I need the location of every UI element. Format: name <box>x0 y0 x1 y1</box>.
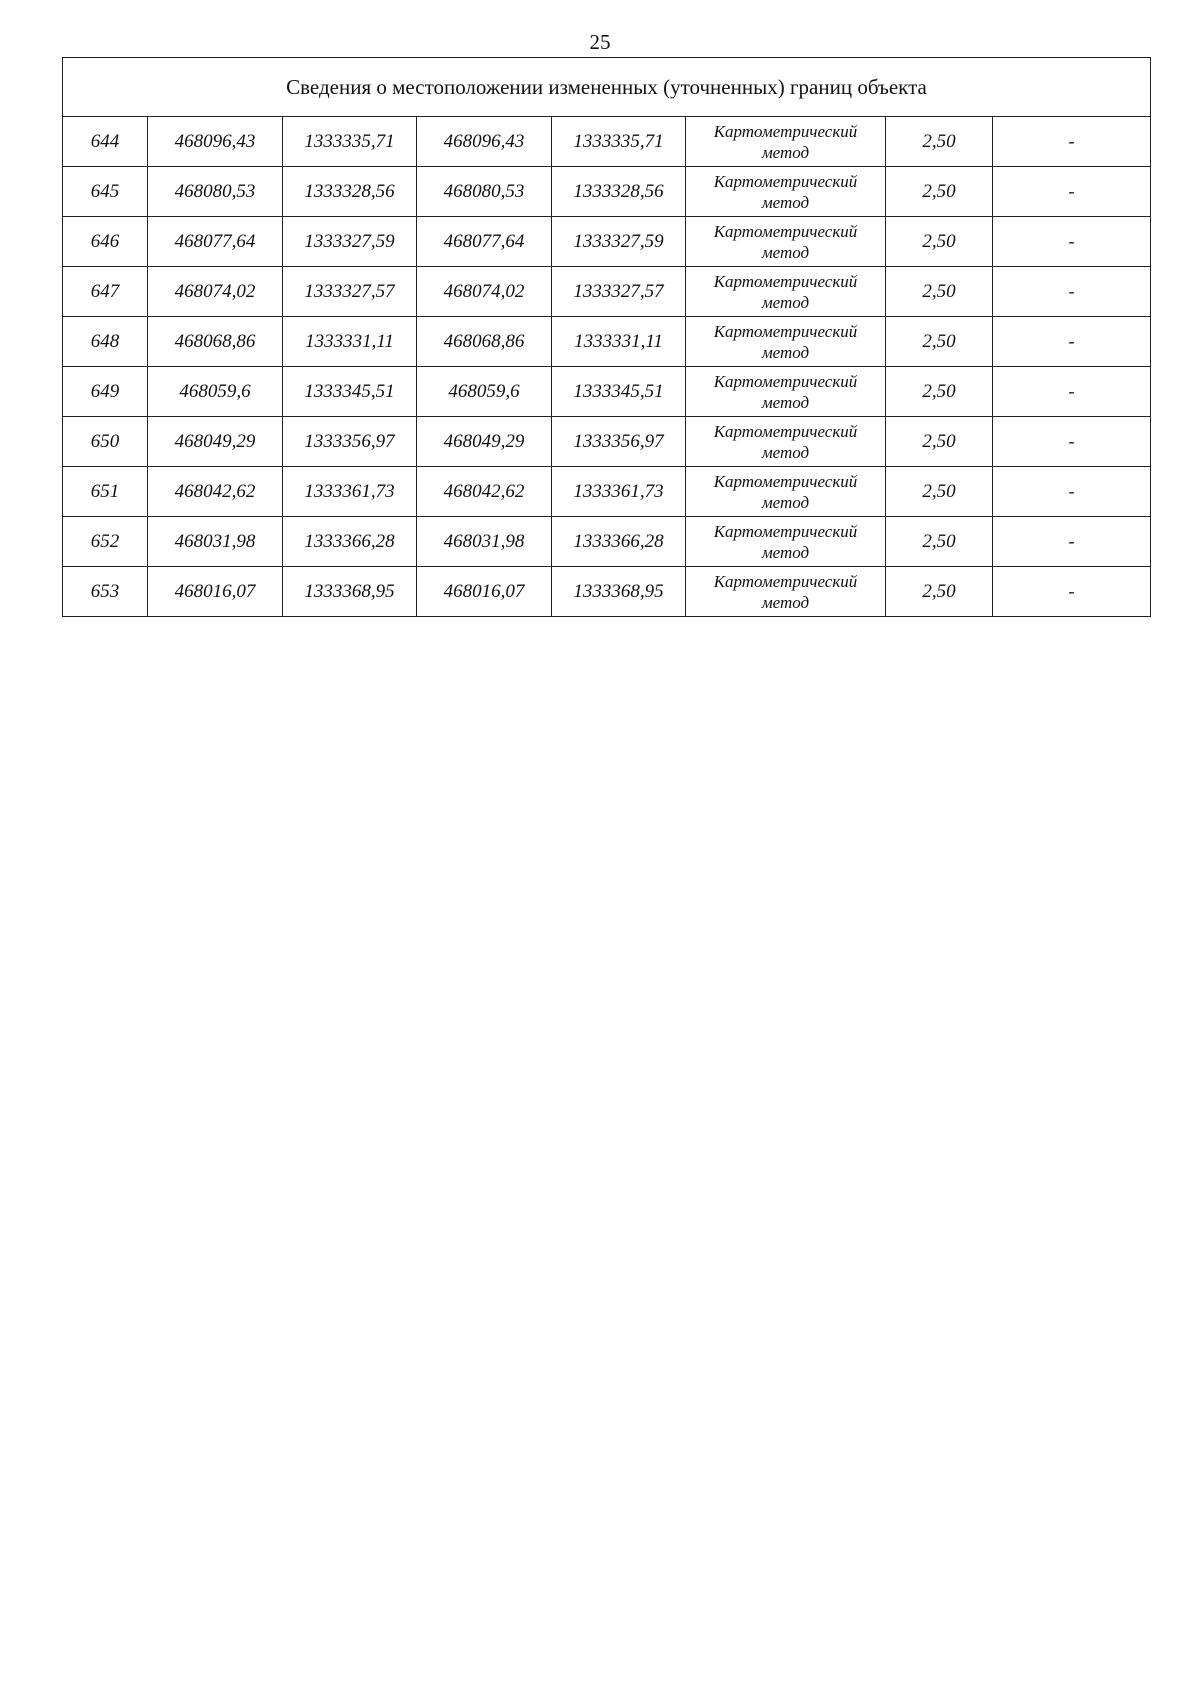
note-cell: - <box>993 367 1151 417</box>
method-line-2: метод <box>761 192 810 212</box>
existing-y-cell: 1333345,51 <box>283 367 417 417</box>
note-cell: - <box>993 317 1151 367</box>
method-line-1: Картометрический <box>713 421 858 441</box>
existing-y-cell: 1333335,71 <box>283 117 417 167</box>
refined-x-cell: 468077,64 <box>417 217 552 267</box>
accuracy-cell: 2,50 <box>886 567 993 617</box>
accuracy-cell: 2,50 <box>886 167 993 217</box>
method-cell <box>686 417 886 467</box>
method-cell <box>686 317 886 367</box>
method-cell <box>686 517 886 567</box>
existing-x-cell: 468074,02 <box>148 267 283 317</box>
accuracy-cell: 2,50 <box>886 267 993 317</box>
method-line-1: Картометрический <box>713 121 858 141</box>
boundary-coordinates-table <box>62 57 1151 617</box>
method-cell <box>686 367 886 417</box>
refined-x-cell: 468031,98 <box>417 517 552 567</box>
refined-x-cell: 468080,53 <box>417 167 552 217</box>
existing-y-cell: 1333361,73 <box>283 467 417 517</box>
refined-y-cell: 1333345,51 <box>552 367 686 417</box>
refined-y-cell: 1333335,71 <box>552 117 686 167</box>
note-cell: - <box>993 417 1151 467</box>
method-line-2: метод <box>761 142 810 162</box>
note-cell: - <box>993 117 1151 167</box>
method-line-1: Картометрический <box>713 271 858 291</box>
existing-x-cell: 468080,53 <box>148 167 283 217</box>
method-cell <box>686 467 886 517</box>
refined-y-cell: 1333331,11 <box>552 317 686 367</box>
point-number-cell: 646 <box>63 217 148 267</box>
note-cell: - <box>993 517 1151 567</box>
refined-y-cell: 1333327,57 <box>552 267 686 317</box>
point-number-cell: 653 <box>63 567 148 617</box>
table-row <box>63 117 1151 167</box>
note-cell: - <box>993 217 1151 267</box>
table-row <box>63 217 1151 267</box>
method-line-2: метод <box>761 242 810 262</box>
table-row <box>63 517 1151 567</box>
method-line-1: Картометрический <box>713 521 858 541</box>
refined-x-cell: 468068,86 <box>417 317 552 367</box>
table-row <box>63 417 1151 467</box>
point-number-cell: 649 <box>63 367 148 417</box>
refined-x-cell: 468074,02 <box>417 267 552 317</box>
method-line-2: метод <box>761 392 810 412</box>
existing-y-cell: 1333368,95 <box>283 567 417 617</box>
note-cell: - <box>993 167 1151 217</box>
accuracy-cell: 2,50 <box>886 217 993 267</box>
existing-y-cell: 1333366,28 <box>283 517 417 567</box>
point-number-cell: 645 <box>63 167 148 217</box>
method-cell <box>686 167 886 217</box>
refined-y-cell: 1333366,28 <box>552 517 686 567</box>
method-line-1: Картометрический <box>713 471 858 491</box>
existing-x-cell: 468096,43 <box>148 117 283 167</box>
existing-x-cell: 468068,86 <box>148 317 283 367</box>
refined-y-cell: 1333328,56 <box>552 167 686 217</box>
accuracy-cell: 2,50 <box>886 467 993 517</box>
method-line-2: метод <box>761 592 810 612</box>
refined-x-cell: 468042,62 <box>417 467 552 517</box>
existing-y-cell: 1333327,57 <box>283 267 417 317</box>
table-row <box>63 267 1151 317</box>
method-line-1: Картометрический <box>713 221 858 241</box>
table-row <box>63 317 1151 367</box>
method-line-2: метод <box>761 542 810 562</box>
method-line-2: метод <box>761 342 810 362</box>
existing-x-cell: 468049,29 <box>148 417 283 467</box>
table-row <box>63 367 1151 417</box>
method-line-1: Картометрический <box>713 321 858 341</box>
method-line-2: метод <box>761 292 810 312</box>
refined-x-cell: 468049,29 <box>417 417 552 467</box>
existing-y-cell: 1333331,11 <box>283 317 417 367</box>
existing-y-cell: 1333328,56 <box>283 167 417 217</box>
accuracy-cell: 2,50 <box>886 517 993 567</box>
point-number-cell: 650 <box>63 417 148 467</box>
method-cell <box>686 567 886 617</box>
point-number-cell: 644 <box>63 117 148 167</box>
refined-x-cell: 468096,43 <box>417 117 552 167</box>
note-cell: - <box>993 267 1151 317</box>
method-cell <box>686 117 886 167</box>
existing-x-cell: 468042,62 <box>148 467 283 517</box>
point-number-cell: 651 <box>63 467 148 517</box>
table-row <box>63 167 1151 217</box>
method-line-1: Картометрический <box>713 571 858 591</box>
refined-y-cell: 1333361,73 <box>552 467 686 517</box>
table-header-row <box>63 58 1151 117</box>
method-line-1: Картометрический <box>713 371 858 391</box>
existing-y-cell: 1333356,97 <box>283 417 417 467</box>
note-cell: - <box>993 567 1151 617</box>
method-cell <box>686 217 886 267</box>
existing-y-cell: 1333327,59 <box>283 217 417 267</box>
method-line-1: Картометрический <box>713 171 858 191</box>
existing-x-cell: 468059,6 <box>148 367 283 417</box>
point-number-cell: 648 <box>63 317 148 367</box>
point-number-cell: 647 <box>63 267 148 317</box>
table-row <box>63 567 1151 617</box>
accuracy-cell: 2,50 <box>886 117 993 167</box>
accuracy-cell: 2,50 <box>886 317 993 367</box>
table-title: Сведения о местоположении измененных (уточненных) границ объекта <box>63 58 1151 117</box>
refined-y-cell: 1333356,97 <box>552 417 686 467</box>
accuracy-cell: 2,50 <box>886 417 993 467</box>
method-line-2: метод <box>761 442 810 462</box>
note-cell: - <box>993 467 1151 517</box>
accuracy-cell: 2,50 <box>886 367 993 417</box>
refined-x-cell: 468016,07 <box>417 567 552 617</box>
existing-x-cell: 468077,64 <box>148 217 283 267</box>
page-number: 25 <box>589 30 611 54</box>
refined-y-cell: 1333368,95 <box>552 567 686 617</box>
method-cell <box>686 267 886 317</box>
refined-y-cell: 1333327,59 <box>552 217 686 267</box>
existing-x-cell: 468016,07 <box>148 567 283 617</box>
existing-x-cell: 468031,98 <box>148 517 283 567</box>
refined-x-cell: 468059,6 <box>417 367 552 417</box>
method-line-2: метод <box>761 492 810 512</box>
table-row <box>63 467 1151 517</box>
point-number-cell: 652 <box>63 517 148 567</box>
